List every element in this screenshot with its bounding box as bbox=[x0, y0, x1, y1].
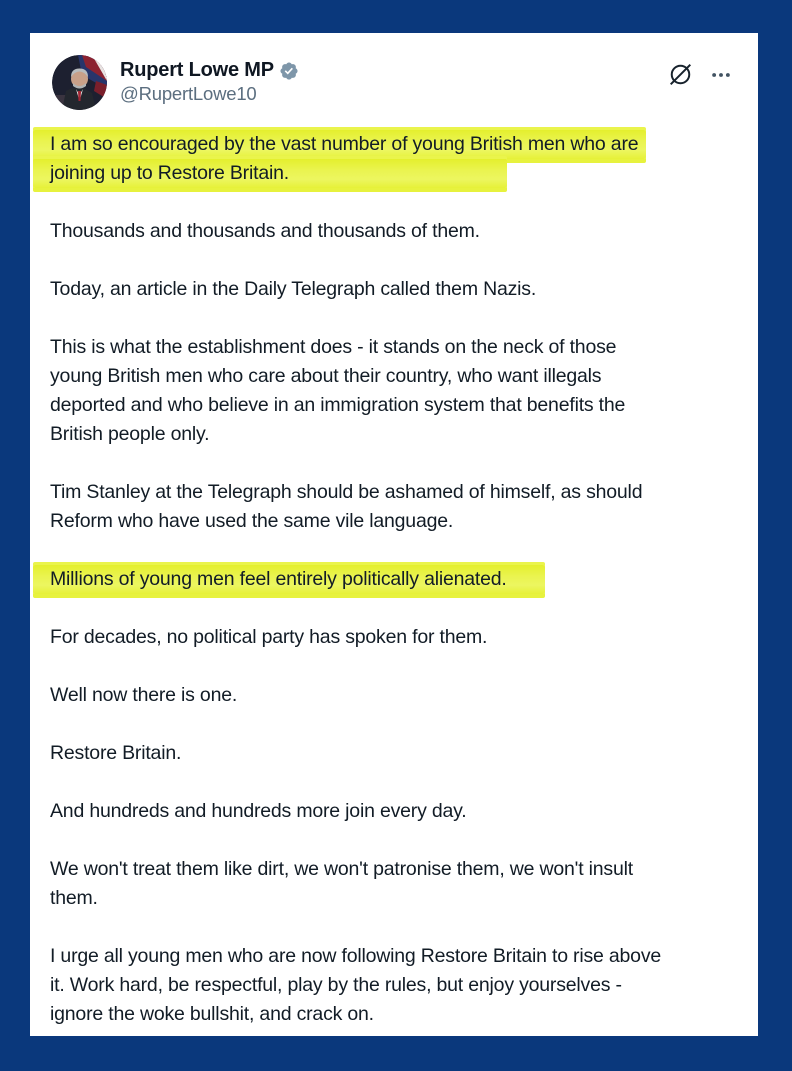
tweet-text-line: This is what the establishment does - it stands on the neck of those bbox=[50, 336, 617, 358]
tweet-text-line: And hundreds and hundreds more join every day. bbox=[50, 800, 467, 822]
tweet-text-line: We won't treat them like dirt, we won't patronise them, we won't insult bbox=[50, 858, 633, 880]
tweet-text-line: them. bbox=[50, 887, 98, 909]
avatar[interactable] bbox=[52, 55, 107, 110]
tweet-text-line: British people only. bbox=[50, 423, 210, 445]
highlighted-text-line: joining up to Restore Britain. bbox=[33, 159, 507, 188]
author-id-block bbox=[120, 55, 668, 106]
tweet-paragraph bbox=[50, 855, 734, 913]
highlighted-text-line: Millions of young men feel entirely politically alienated. bbox=[33, 565, 545, 594]
user-handle[interactable]: @RupertLowe10 bbox=[120, 83, 257, 104]
tweet-paragraph bbox=[50, 623, 734, 652]
tweet-text-line: Today, an article in the Daily Telegraph called them Nazis. bbox=[50, 278, 537, 300]
tweet-text-line: it. Work hard, be respectful, play by the rules, but enjoy yourselves - bbox=[50, 974, 622, 996]
tweet-paragraph bbox=[50, 275, 734, 304]
name-row bbox=[120, 58, 668, 82]
tweet-paragraph bbox=[50, 739, 734, 768]
highlighted-text-line: I am so encouraged by the vast number of young British men who are bbox=[33, 130, 646, 159]
avatar-photo bbox=[52, 55, 107, 110]
tweet-text-line: Tim Stanley at the Telegraph should be ashamed of himself, as should bbox=[50, 481, 643, 503]
tweet-paragraph bbox=[50, 797, 734, 826]
tweet-text-line: young British men who care about their country, who want illegals bbox=[50, 365, 602, 387]
tweet-paragraph bbox=[50, 478, 734, 536]
tweet-paragraph bbox=[50, 130, 734, 188]
tweet-body bbox=[50, 130, 734, 1029]
display-name[interactable]: Rupert Lowe MP bbox=[120, 59, 274, 81]
verified-badge-icon bbox=[279, 61, 299, 81]
tweet-text-line: I urge all young men who are now following Restore Britain to rise above bbox=[50, 945, 662, 967]
tweet-text-line: ignore the woke bullshit, and crack on. bbox=[50, 1003, 374, 1025]
tweet-text-line: For decades, no political party has spoken for them. bbox=[50, 626, 488, 648]
tweet-text-line: Thousands and thousands and thousands of them. bbox=[50, 220, 480, 242]
grok-icon[interactable] bbox=[668, 62, 693, 87]
tweet-paragraph bbox=[50, 565, 734, 594]
tweet-text-line: Well now there is one. bbox=[50, 684, 238, 706]
tweet-paragraph bbox=[50, 681, 734, 710]
more-menu-icon[interactable] bbox=[710, 64, 732, 86]
tweet-header bbox=[50, 55, 734, 110]
tweet-text-line: deported and who believe in an immigration system that benefits the bbox=[50, 394, 626, 416]
tweet-paragraph bbox=[50, 942, 734, 1029]
header-actions bbox=[668, 55, 734, 87]
tweet-text-line: Reform who have used the same vile language. bbox=[50, 510, 454, 532]
tweet-paragraph bbox=[50, 217, 734, 246]
tweet-card bbox=[30, 33, 758, 1036]
tweet-paragraph bbox=[50, 333, 734, 449]
tweet-text-line: Restore Britain. bbox=[50, 742, 182, 764]
